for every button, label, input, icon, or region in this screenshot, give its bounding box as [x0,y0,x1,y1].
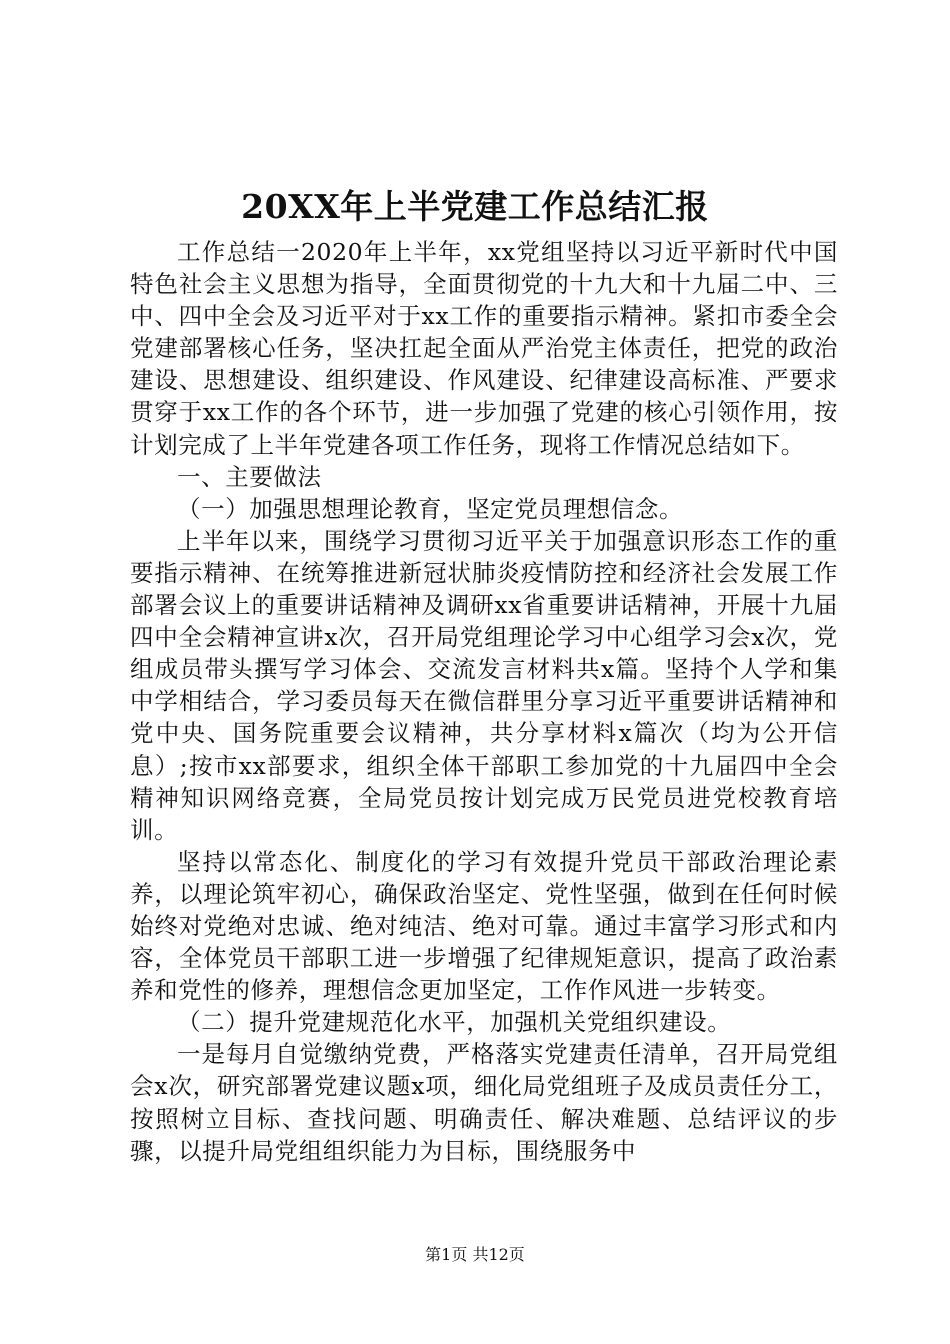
subsection-heading-2: （二）提升党建规范化水平，加强机关党组织建设。 [177,1008,732,1037]
paragraph-party-fees: 一是每月自觉缴纳党费，严格落实党建责任清单，召开局党组会x次，研究部署党建议题x项，细化局党组班子及成员责任分工，按照树立目标、查找问题、明确责任、解决难题、总结评议的步骤，以提升局党组组织能力为目标，围绕服务中 [130,1040,838,1165]
section-heading-main-practices: 一、主要做法 [177,462,322,491]
paragraph-theory: 坚持以常态化、制度化的学习有效提升党员干部政治理论素养，以理论筑牢初心，确保政治坚定、党性坚强，做到在任何时候始终对党绝对忠诚、绝对纯洁、绝对可靠。通过丰富学习形式和内容，全体党员干部职工进一步增强了纪律规矩意识，提高了政治素养和党性的修养，理想信念更加坚定，工作作风进一步转变。 [130,847,838,1005]
paragraph-study: 上半年以来，围绕学习贯彻习近平关于加强意识形态工作的重要指示精神、在统筹推进新冠状肺炎疫情防控和经济社会发展工作部署会议上的重要讲话精神及调研xx省重要讲话精神，开展十九届四中全会精神宣讲x次，召开局党组理论学习中心组学习会x次，党组成员带头撰写学习体会、交流发言材料共x篇。坚持个人学和集中学相结合，学习委员每天在微信群里分享习近平重要讲话精神和党中央、国务院重要会议精神，共分享材料x篇次（均为公开信息）;按市xx部要求，组织全体干部职工参加党的十九届四中全会精神知识网络竞赛，全局党员按计划完成万民党员进党校教育培训。 [130,526,838,844]
page-footer: 第1页 共12页 [425,1245,525,1264]
paragraph-intro: 工作总结一2020年上半年，xx党组坚持以习近平新时代中国特色社会主义思想为指导，全面贯彻党的十九大和十九届二中、三中、四中全会及习近平对于xx工作的重要指示精神。紧扣市委全会党建部署核心任务，坚决扛起全面从严治党主体责任，把党的政治建设、思想建设、组织建设、作风建设、纪律建设高标准、严要求贯穿于xx工作的各个环节，进一步加强了党建的核心引领作用，按计划完成了上半年党建各项工作任务，现将工作情况总结如下。 [130,238,838,459]
subsection-heading-1: （一）加强思想理论教育，坚定党员理想信念。 [177,494,684,523]
document-title: 20XX年上半党建工作总结汇报 [241,187,709,226]
document-body [130,236,838,1167]
